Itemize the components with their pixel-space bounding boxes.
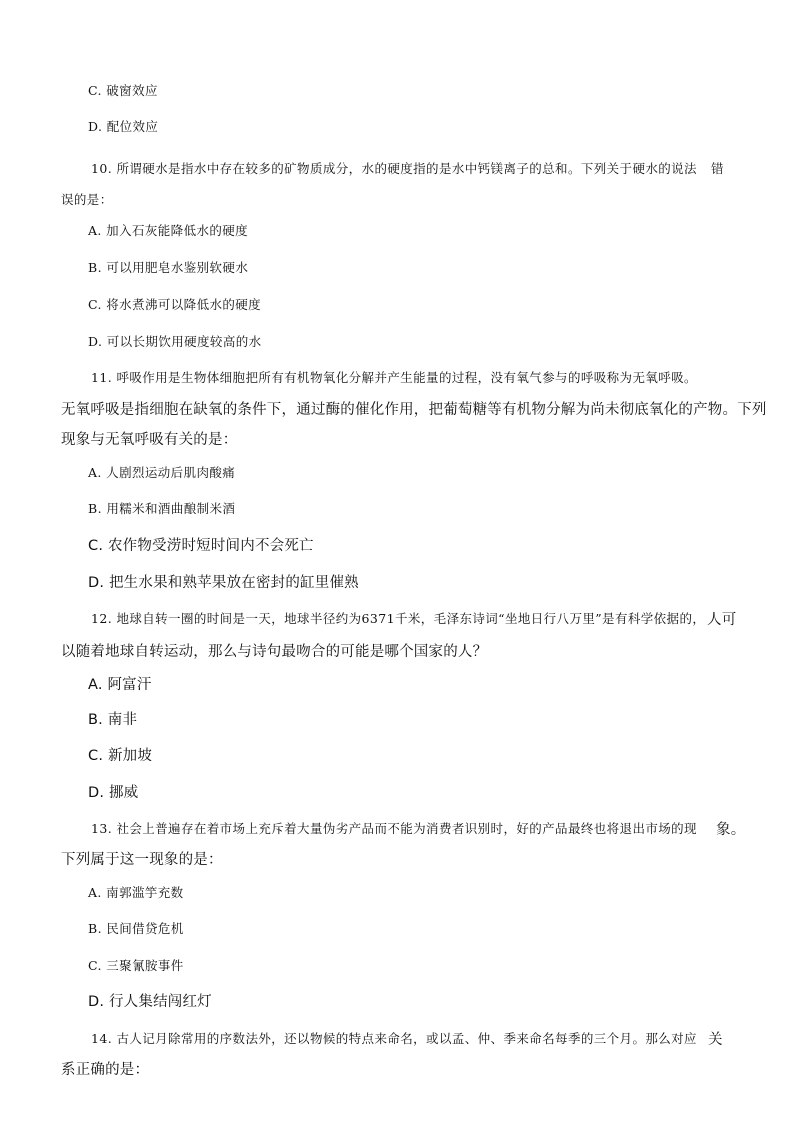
q11-option-c: C. 农作物受涝时短时间内不会死亡 — [88, 538, 314, 554]
q11-option-a: A. 人剧烈运动后肌肉酸痛 — [88, 465, 236, 480]
q13-stem-line1: 13. 社会上普遍存在着市场上充斥着大量伪劣产品而不能为消费者识别时，好的产品最终也将退出市场的现 — [91, 821, 697, 836]
q13-stem-line1-tail: 象。 — [716, 822, 746, 838]
q12-option-b: B. 南非 — [88, 712, 138, 728]
q12-stem-line1-tail: 人可 — [707, 612, 737, 628]
q13-stem-line2: 下列属于这一现象的是： — [61, 852, 223, 868]
q14-stem-line1-tail: 关 — [708, 1032, 723, 1048]
q10-option-b: B. 可以用肥皂水鉴别软硬水 — [88, 260, 249, 275]
q13-option-c: C. 三聚氰胺事件 — [88, 958, 184, 973]
q9-option-d: D. 配位效应 — [88, 119, 159, 134]
q10-stem-line1: 10. 所谓硬水是指水中存在较多的矿物质成分，水的硬度指的是水中钙镁离子的总和。下列关于硬水的说法 — [91, 161, 697, 176]
q10-stem-line2: 误的是： — [61, 192, 113, 207]
q11-stem-line3: 现象与无氧呼吸有关的是： — [61, 432, 238, 448]
q11-stem-line2: 无氧呼吸是指细胞在缺氧的条件下，通过酶的催化作用，把葡萄糖等有机物分解为尚未彻底氧化的产物。下列 — [61, 402, 767, 418]
q12-option-d: D. 挪威 — [88, 785, 139, 801]
q11-option-b: B. 用糯米和酒曲酿制米酒 — [88, 501, 236, 516]
q10-option-a: A. 加入石灰能降低水的硬度 — [88, 223, 249, 238]
q10-option-c: C. 将水煮沸可以降低水的硬度 — [88, 297, 262, 312]
q12-stem-line1: 12. 地球自转一圈的时间是一天，地球半径约为6371千米，毛泽东诗词“坐地日行八万里”是有科学依据的， — [91, 611, 706, 626]
q11-option-d: D. 把生水果和熟苹果放在密封的缸里催熟 — [88, 575, 359, 591]
q9-option-c: C. 破窗效应 — [88, 83, 158, 98]
q13-option-a: A. 南郭滥竽充数 — [88, 885, 184, 900]
q12-stem-line2: 以随着地球自转运动，那么与诗句最吻合的可能是哪个国家的人？ — [61, 644, 488, 660]
q13-option-d: D. 行人集结闯红灯 — [88, 994, 212, 1010]
q10-stem-line1-tail: 错 — [711, 161, 724, 176]
q12-option-c: C. 新加坡 — [88, 748, 153, 764]
q14-stem-line1: 14. 古人记月除常用的序数法外，还以物候的特点来命名，或以孟、仲、季来命名每季的三个月。那么对应 — [91, 1031, 697, 1046]
q11-stem-line1: 11. 呼吸作用是生物体细胞把所有有机物氧化分解并产生能量的过程，没有氧气参与的呼吸称为无氧呼吸。 — [91, 370, 697, 385]
q10-option-d: D. 可以长期饮用硬度较高的水 — [88, 334, 262, 349]
q12-option-a: A. 阿富汗 — [88, 677, 152, 693]
q14-stem-line2: 系正确的是： — [61, 1062, 150, 1078]
q13-option-b: B. 民间借贷危机 — [88, 921, 184, 936]
